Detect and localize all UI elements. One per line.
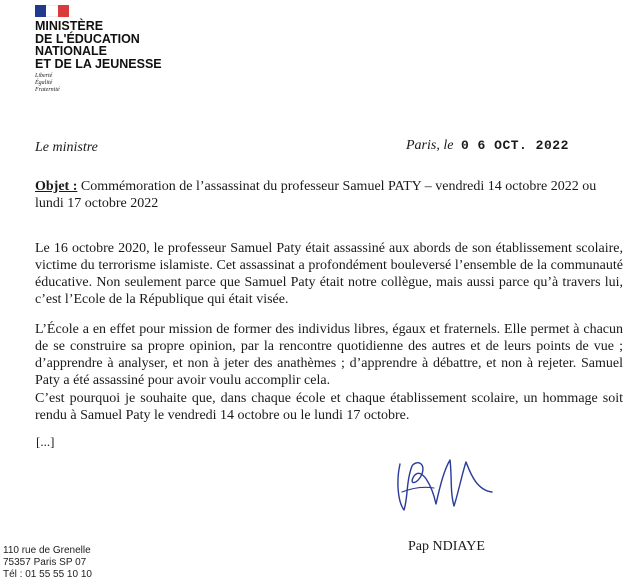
ministry-line: MINISTÈRE — [35, 19, 104, 33]
motto-line: Liberté — [35, 73, 53, 79]
body-paragraph: Le 16 octobre 2020, le professeur Samuel Paty était assassiné aux abords de son établissement scolaire, victime du terrorisme islamiste. Cet assassinat a profondément bouleversé l’ensemble de la communauté éducative. Non seulement parce que Samuel Paty était notre collègue, mais aussi parce qu’à travers lui, c’est l’Ecole de la République qui était visée. — [35, 241, 623, 307]
ministry-line: DE L'ÉDUCATION — [35, 31, 140, 46]
subject-text: Commémoration de l’assassinat du professeur Samuel PATY – vendredi 14 octobre 2022 ou lundi 17 octobre 2022 — [35, 179, 597, 211]
body-paragraph: L’École a en effet pour mission de former des individus libres, égaux et fraternels. Elle permet à chacun de se construire sa propre opinion, par la rencontre quotidienne des autres et de leurs points de vue ; d’apprendre à analyser, et non à jeter des anathèmes ; d’apprendre à débattre, et non à rejeter. Samuel Paty a été assassiné pour avoir voulu accomplir cela. — [35, 322, 623, 388]
ministry-name — [35, 20, 162, 70]
sender-title: Le ministre — [35, 140, 98, 155]
ministry-logo — [35, 5, 162, 94]
subject-label: Objet : — [35, 179, 78, 194]
subject-line — [35, 178, 625, 212]
ministry-address — [3, 545, 92, 581]
place-label: Paris, le — [406, 138, 454, 153]
handwritten-signature — [392, 452, 502, 524]
address-line: 110 rue de Grenelle — [3, 545, 91, 556]
ministry-line: ET DE LA JEUNESSE — [35, 56, 162, 71]
motto-line: Égalité — [35, 80, 53, 86]
address-line: 75357 Paris SP 07 — [3, 557, 87, 568]
republic-motto — [35, 73, 162, 94]
address-line: Tél : 01 55 55 10 10 — [3, 569, 92, 580]
ministry-line: NATIONALE — [35, 44, 107, 58]
omission-mark: [...] — [36, 434, 55, 449]
motto-line: Fraternité — [35, 87, 60, 93]
french-flag-icon — [35, 5, 69, 17]
body-paragraph: C’est pourquoi je souhaite que, dans chaque école et chaque établissement scolaire, un hommage soit rendu à Samuel Paty le vendredi 14 octobre ou le lundi 17 octobre. — [35, 391, 623, 423]
dateline — [406, 138, 569, 154]
signer-name: Pap NDIAYE — [408, 539, 485, 554]
date-stamp: 0 6 OCT. 2022 — [460, 138, 569, 153]
